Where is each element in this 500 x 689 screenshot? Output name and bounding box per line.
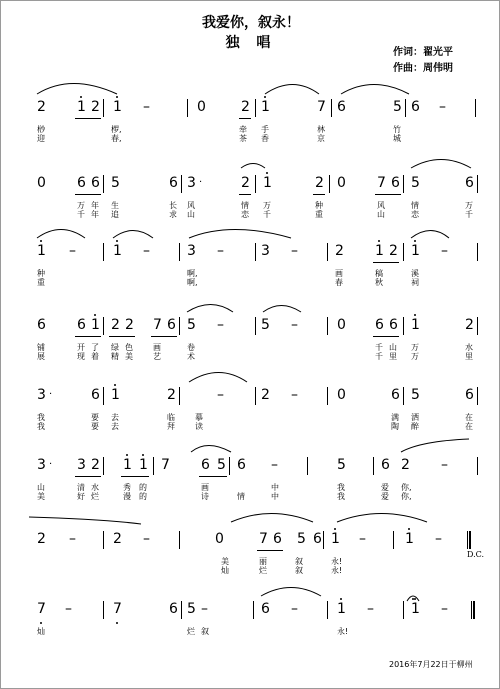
note: 7	[259, 531, 268, 547]
slur	[411, 160, 471, 169]
note: 2	[111, 317, 120, 333]
note: 2	[261, 387, 270, 403]
lyric: 清	[77, 483, 85, 492]
note: 2	[401, 457, 410, 473]
note-row	[25, 529, 485, 549]
lyric: 竹	[393, 125, 401, 134]
note: 2	[465, 317, 474, 333]
lyric: 山	[389, 343, 397, 352]
note: –	[439, 99, 446, 115]
note: 7	[161, 457, 170, 473]
lyric: 万	[465, 201, 473, 210]
lyric: 你,	[401, 483, 412, 492]
lyric: 灿	[37, 627, 45, 636]
lyric: 京	[317, 134, 325, 143]
note: 6	[169, 175, 178, 191]
note-row: 3 · 6 1 2 – 2 – 0 6 5 6	[25, 385, 485, 405]
lyric: 你,	[401, 492, 412, 501]
lyric: 满	[391, 413, 399, 422]
note: 6	[237, 457, 246, 473]
lyric: 诗	[201, 492, 209, 501]
note: 1	[331, 531, 340, 547]
note: 0	[215, 531, 224, 547]
note-row	[25, 241, 485, 261]
slur	[411, 231, 449, 239]
lyric: 山	[37, 483, 45, 492]
slur	[187, 305, 233, 313]
slur	[191, 446, 231, 453]
lyric: 开	[77, 343, 85, 352]
note: 6	[261, 601, 270, 617]
lyric: 生	[111, 201, 119, 210]
lyric: 情	[237, 492, 245, 501]
note: 6	[77, 317, 86, 333]
lyric: 中	[271, 492, 279, 501]
note: 7	[317, 99, 326, 115]
lyric: 爱	[381, 492, 389, 501]
note: 2	[241, 99, 250, 115]
lyric: 术	[187, 352, 195, 361]
note: 6	[411, 99, 420, 115]
note: 0	[337, 387, 346, 403]
lyric: 溪	[411, 269, 419, 278]
note: –	[217, 317, 224, 333]
lyric: 永!	[337, 627, 349, 636]
note: 3	[37, 387, 46, 403]
note: 6	[169, 601, 178, 617]
slur	[341, 85, 409, 95]
lyric: 我	[37, 413, 45, 422]
lyric: 情	[411, 201, 419, 210]
lyric: 丽	[259, 557, 267, 566]
slur	[189, 230, 291, 239]
note: 1	[411, 601, 420, 617]
lyric: 长	[169, 201, 177, 210]
note: 3	[77, 457, 86, 473]
note: 6	[273, 531, 282, 547]
note: 6	[201, 457, 210, 473]
lyric: 林	[317, 125, 325, 134]
lyric: 重	[37, 278, 45, 287]
lyric: 千	[77, 210, 85, 219]
note: –	[441, 243, 448, 259]
note: 3	[187, 175, 196, 191]
lyric: 恋	[241, 210, 249, 219]
lyric: 椤,	[111, 125, 122, 134]
lyric: 千	[375, 352, 383, 361]
lyric: 年	[91, 201, 99, 210]
note: 2	[37, 531, 46, 547]
lyric: 展	[37, 352, 45, 361]
note: 3	[37, 457, 46, 473]
lyric: 要	[91, 422, 99, 431]
lyric: 色	[125, 343, 133, 352]
lyric: 好	[77, 492, 85, 501]
lyric: 了	[91, 343, 99, 352]
lyric: 绿	[111, 343, 119, 352]
note: 2	[241, 175, 250, 191]
note: 6	[337, 99, 346, 115]
note: –	[143, 243, 150, 259]
note: 1	[123, 457, 132, 473]
note: 7	[153, 317, 162, 333]
lyric: 春	[335, 278, 343, 287]
note: –	[217, 387, 224, 403]
slur	[189, 373, 247, 383]
lyric: 里	[465, 352, 473, 361]
lyric: 铺	[37, 343, 45, 352]
lyric: 烂	[187, 627, 195, 636]
note: 1	[411, 243, 420, 259]
slur	[261, 588, 321, 597]
lyric: 重	[315, 210, 323, 219]
note: 6	[167, 317, 176, 333]
note-row: 0 6 6 5 6 3 · 2 1 2 0 7 6 5 6	[25, 173, 485, 193]
lyric: 读	[195, 422, 203, 431]
lyric: 永!	[331, 557, 343, 566]
note: –	[69, 531, 76, 547]
lyric: 现	[77, 352, 85, 361]
lyric: 永!	[331, 566, 343, 575]
lyric: 秋	[375, 278, 383, 287]
lyric: 城	[393, 134, 401, 143]
composer-credit: 作曲：周伟明	[393, 63, 453, 74]
note-row: 3 · 3 2 1 1 7 6 5 6 – 5 6 2 –	[25, 455, 485, 475]
note: 1	[337, 601, 346, 617]
note: –	[143, 531, 150, 547]
dc-mark: D.C.	[467, 550, 485, 559]
note: 6	[37, 317, 46, 333]
lyric: 恋	[411, 210, 419, 219]
note: –	[271, 457, 278, 473]
note: 6	[391, 175, 400, 191]
lyric: 画	[201, 483, 209, 492]
lyric: 我	[37, 422, 45, 431]
lyric: 要	[91, 413, 99, 422]
lyric: 稿	[375, 269, 383, 278]
lyric: 的	[139, 492, 147, 501]
lyric: 山	[377, 210, 385, 219]
note: 0	[337, 175, 346, 191]
lyric: 水	[91, 483, 99, 492]
note: –	[359, 531, 366, 547]
note: 7	[37, 601, 46, 617]
lyric: 千	[465, 210, 473, 219]
slur	[37, 84, 117, 95]
lyric: 漫	[123, 492, 131, 501]
lyric: 叙	[295, 566, 303, 575]
lyric: 里	[389, 352, 397, 361]
note: 2	[91, 457, 100, 473]
lyric: 种	[37, 269, 45, 278]
slur	[265, 85, 319, 95]
slur	[29, 517, 141, 524]
lyric: 烂	[259, 566, 267, 575]
note: 6	[389, 317, 398, 333]
lyric: 香	[261, 134, 269, 143]
lyric: 千	[375, 343, 383, 352]
lyric: 求	[169, 210, 177, 219]
note: –	[291, 387, 298, 403]
slur	[241, 164, 265, 169]
lyric: 画	[153, 343, 161, 352]
note: 2	[37, 99, 46, 115]
lyric: 我	[337, 492, 345, 501]
lyric: 春,	[111, 134, 122, 143]
lyric: 精	[111, 352, 119, 361]
note: –	[291, 243, 298, 259]
lyric: 陶	[391, 422, 399, 431]
lyric: 千	[263, 210, 271, 219]
note: 1	[113, 99, 122, 115]
slur	[37, 230, 85, 239]
slur	[401, 439, 469, 452]
lyric: 风	[187, 201, 195, 210]
lyric: 醉	[411, 422, 419, 431]
note: 5	[297, 531, 306, 547]
lyric: 茶	[239, 134, 247, 143]
note: 6	[91, 387, 100, 403]
lyric: 啊,	[187, 269, 198, 278]
lyric: 祠	[411, 278, 419, 287]
lyric: 秀	[123, 483, 131, 492]
note: 6	[465, 175, 474, 191]
lyric: 万	[411, 352, 419, 361]
lyric: 摹	[195, 413, 203, 422]
note: 1	[411, 317, 420, 333]
lyric: 追	[111, 210, 119, 219]
note: 5	[411, 175, 420, 191]
note: 5	[393, 99, 402, 115]
note-row	[25, 97, 485, 117]
note: –	[441, 457, 448, 473]
lyric: 风	[377, 201, 385, 210]
note: 5	[411, 387, 420, 403]
note: 6	[313, 531, 322, 547]
note: –	[69, 243, 76, 259]
lyric: 情	[241, 201, 249, 210]
note: –	[291, 317, 298, 333]
lyric: 的	[139, 483, 147, 492]
lyric: 美	[37, 492, 45, 501]
note: 6	[375, 317, 384, 333]
lyric: 拜	[167, 422, 175, 431]
note: 0	[37, 175, 46, 191]
lyric: 种	[315, 201, 323, 210]
note: 6	[381, 457, 390, 473]
lyric: 灿	[221, 566, 229, 575]
lyric: 烂	[91, 492, 99, 501]
note: 3	[187, 243, 196, 259]
note: 6	[77, 175, 86, 191]
lyricist-credit: 作词：翟光平	[393, 47, 453, 58]
lyric: 画	[335, 269, 343, 278]
note: 0	[337, 317, 346, 333]
note: 2	[125, 317, 134, 333]
slur	[113, 231, 153, 239]
lyric: 手	[261, 125, 269, 134]
lyric: 叙	[201, 627, 209, 636]
lyric: 美	[125, 352, 133, 361]
note: –	[143, 99, 150, 115]
lyric: 卷	[187, 343, 195, 352]
lyric: 叙	[295, 557, 303, 566]
note: –	[217, 243, 224, 259]
note: 2	[91, 99, 100, 115]
song-subtitle: 独 唱	[225, 35, 277, 51]
lyric: 水	[465, 343, 473, 352]
note: 0	[197, 99, 206, 115]
note: 1	[405, 531, 414, 547]
lyric: 万	[77, 201, 85, 210]
slur	[337, 514, 427, 523]
lyric: 年	[91, 210, 99, 219]
note: 6	[91, 175, 100, 191]
note: –	[441, 601, 448, 617]
note: 1	[139, 457, 148, 473]
note: –	[291, 601, 298, 617]
note: –	[201, 601, 208, 617]
note: 1	[37, 243, 46, 259]
note: 2	[335, 243, 344, 259]
note: 1	[113, 243, 122, 259]
lyric: 在	[465, 413, 473, 422]
song-title: 我爱你，叙永！	[202, 15, 300, 31]
note: 5	[217, 457, 226, 473]
note: 2	[167, 387, 176, 403]
note: 2	[113, 531, 122, 547]
note: 1	[77, 99, 86, 115]
date-note: 2016年7月22日于柳州	[389, 660, 473, 669]
note: 7	[377, 175, 386, 191]
lyric: 迎	[37, 134, 45, 143]
note: 1	[261, 99, 270, 115]
slur	[231, 514, 313, 523]
note: 5	[337, 457, 346, 473]
note: 6	[391, 387, 400, 403]
note: 2	[315, 175, 324, 191]
lyric: 在	[465, 422, 473, 431]
lyric: 中	[271, 483, 279, 492]
lyric: 啊,	[187, 278, 198, 287]
slur	[263, 306, 301, 313]
lyric: 万	[263, 201, 271, 210]
lyric: 着	[91, 352, 99, 361]
note: 2	[389, 243, 398, 259]
lyric: 牵	[239, 125, 247, 134]
lyric: 临	[167, 413, 175, 422]
lyric: 去	[111, 413, 119, 422]
note: 7	[113, 601, 122, 617]
note: 1	[263, 175, 272, 191]
lyric: 万	[411, 343, 419, 352]
note: 5	[187, 317, 196, 333]
lyric: 桫	[37, 125, 45, 134]
note: –	[435, 531, 442, 547]
note: 1	[111, 387, 120, 403]
note: 5	[111, 175, 120, 191]
lyric: 艺	[153, 352, 161, 361]
lyric: 爱	[381, 483, 389, 492]
lyric: 山	[187, 210, 195, 219]
note: –	[65, 601, 72, 617]
lyric: 我	[337, 483, 345, 492]
note-row	[25, 599, 485, 619]
note: 1	[91, 317, 100, 333]
note: 6	[465, 387, 474, 403]
note: –	[367, 601, 374, 617]
note: 1	[375, 243, 384, 259]
note-row	[25, 315, 485, 335]
note: 5	[187, 601, 196, 617]
lyric: 洒	[411, 413, 419, 422]
lyric: 去	[111, 422, 119, 431]
note: 5	[261, 317, 270, 333]
lyric: 美	[221, 557, 229, 566]
note: 3	[261, 243, 270, 259]
